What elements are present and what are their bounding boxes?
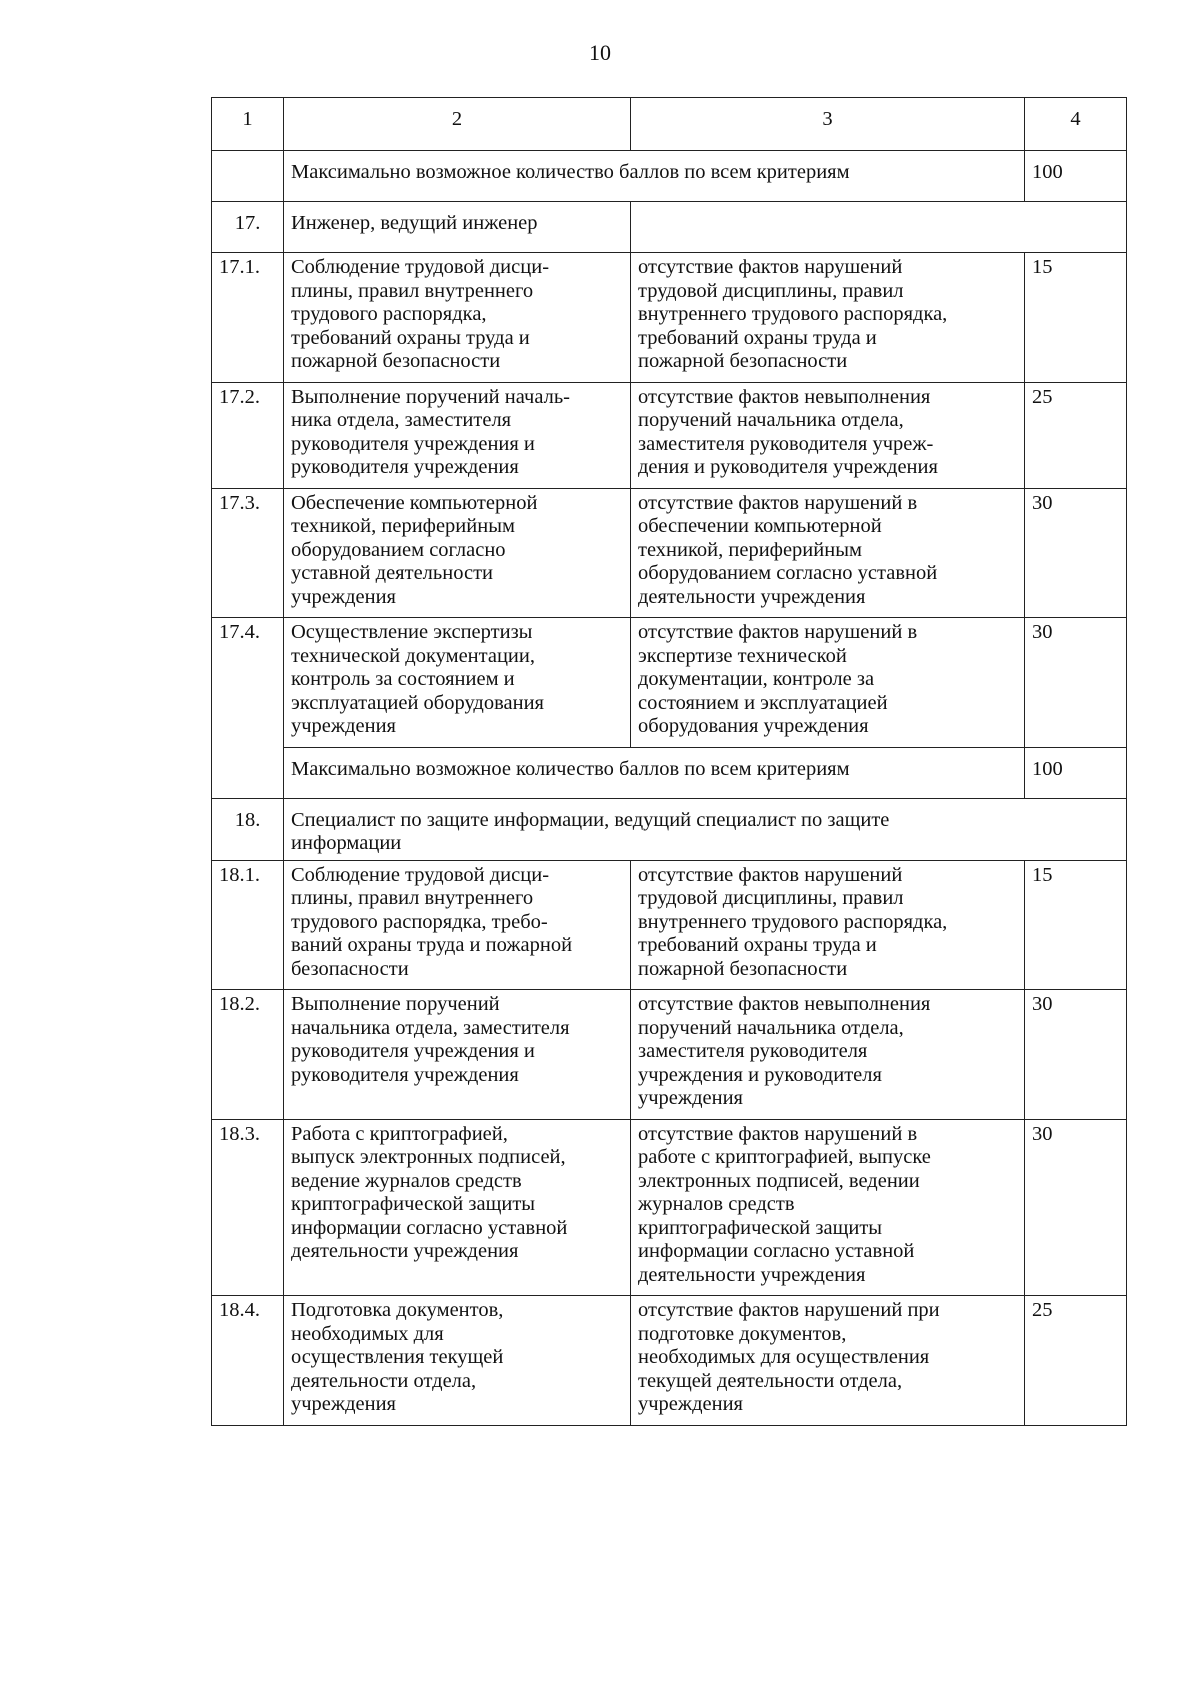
indicator-text: отсутствие фактов нарушений в работе с криптографией, выпуске электронных подписей, ведении журналов средств криптографической защиты информации согласно уставной деятельности учреждения: [631, 1119, 1025, 1296]
points-value: 30: [1025, 488, 1127, 618]
table-row: [212, 488, 1127, 618]
item-number: 17.4.: [212, 618, 284, 748]
indicator-text: отсутствие фактов нарушений в экспертизе технической документации, контроле за состоянием и эксплуатацией оборудования учреждения: [631, 618, 1025, 748]
points-value: 25: [1025, 382, 1127, 488]
item-number: 18.2.: [212, 990, 284, 1120]
max-score-value: 100: [1025, 151, 1127, 202]
section-title: Инженер, ведущий инженер: [284, 202, 631, 253]
max-score-label: Максимально возможное количество баллов по всем критериям: [284, 151, 1025, 202]
max-score-label: Максимально возможное количество баллов по всем критериям: [284, 747, 1025, 798]
criterion-text: Соблюдение трудовой дисци- плины, правил внутреннего трудового распорядка, требований охраны труда и пожарной безопасности: [284, 253, 631, 383]
table-row: [212, 618, 1127, 748]
header-col-2: 2: [284, 98, 631, 151]
indicator-text: отсутствие фактов невыполнения поручений начальника отдела, заместителя руководителя учреж- дения и руководителя учреждения: [631, 382, 1025, 488]
item-number: 18.3.: [212, 1119, 284, 1296]
summary-row: [212, 151, 1127, 202]
indicator-text: отсутствие фактов невыполнения поручений начальника отдела, заместителя руководителя учреждения и руководителя учреждения: [631, 990, 1025, 1120]
criterion-text: Подготовка документов, необходимых для осуществления текущей деятельности отдела, учреждения: [284, 1296, 631, 1426]
points-value: 30: [1025, 1119, 1127, 1296]
table-header-row: [212, 98, 1127, 151]
item-number: 17.2.: [212, 382, 284, 488]
points-value: 30: [1025, 990, 1127, 1120]
indicator-text: отсутствие фактов нарушений трудовой дисциплины, правил внутреннего трудового распорядка, требований охраны труда и пожарной безопасности: [631, 860, 1025, 990]
indicator-text: отсутствие фактов нарушений трудовой дисциплины, правил внутреннего трудового распорядка, требований охраны труда и пожарной безопасности: [631, 253, 1025, 383]
points-value: 25: [1025, 1296, 1127, 1426]
criterion-text: Осуществление экспертизы технической документации, контроль за состоянием и эксплуатацией оборудования учреждения: [284, 618, 631, 748]
indicator-text: отсутствие фактов нарушений при подготовке документов, необходимых для осуществления текущей деятельности отдела, учреждения: [631, 1296, 1025, 1426]
table-row: [212, 253, 1127, 383]
table-row: [212, 1119, 1127, 1296]
section-17-items: [212, 253, 1127, 748]
max-score-value: 100: [1025, 747, 1127, 798]
item-number: 18.1.: [212, 860, 284, 990]
table-row: [212, 382, 1127, 488]
section-number: 18.: [212, 798, 284, 860]
points-value: 30: [1025, 618, 1127, 748]
criterion-text: Выполнение поручений началь- ника отдела, заместителя руководителя учреждения и руководителя учреждения: [284, 382, 631, 488]
header-col-4: 4: [1025, 98, 1127, 151]
criterion-text: Работа с криптографией, выпуск электронных подписей, ведение журналов средств криптографической защиты информации согласно уставной деятельности учреждения: [284, 1119, 631, 1296]
criterion-text: Соблюдение трудовой дисци- плины, правил внутреннего трудового распорядка, требо- ваний охраны труда и пожарной безопасности: [284, 860, 631, 990]
item-number: 17.3.: [212, 488, 284, 618]
section-title: Специалист по защите информации, ведущий специалист по защите информации: [284, 798, 1127, 860]
indicator-text: отсутствие фактов нарушений в обеспечении компьютерной техникой, периферийным оборудованием согласно уставной деятельности учреждения: [631, 488, 1025, 618]
section-17-row: [212, 202, 1127, 253]
summary-row: [212, 747, 1127, 798]
criteria-table: [211, 97, 1127, 1426]
section-18-row: [212, 798, 1127, 860]
criterion-text: Обеспечение компьютерной техникой, периферийным оборудованием согласно уставной деятельности учреждения: [284, 488, 631, 618]
header-col-1: 1: [212, 98, 284, 151]
table-row: [212, 1296, 1127, 1426]
page-number: 10: [589, 40, 611, 65]
table-row: [212, 860, 1127, 990]
points-value: 15: [1025, 860, 1127, 990]
section-18-items: [212, 860, 1127, 1425]
points-value: 15: [1025, 253, 1127, 383]
table-row: [212, 990, 1127, 1120]
header-col-3: 3: [631, 98, 1025, 151]
item-number: 18.4.: [212, 1296, 284, 1426]
criterion-text: Выполнение поручений начальника отдела, заместителя руководителя учреждения и руководителя учреждения: [284, 990, 631, 1120]
item-number: 17.1.: [212, 253, 284, 383]
section-number: 17.: [212, 202, 284, 253]
